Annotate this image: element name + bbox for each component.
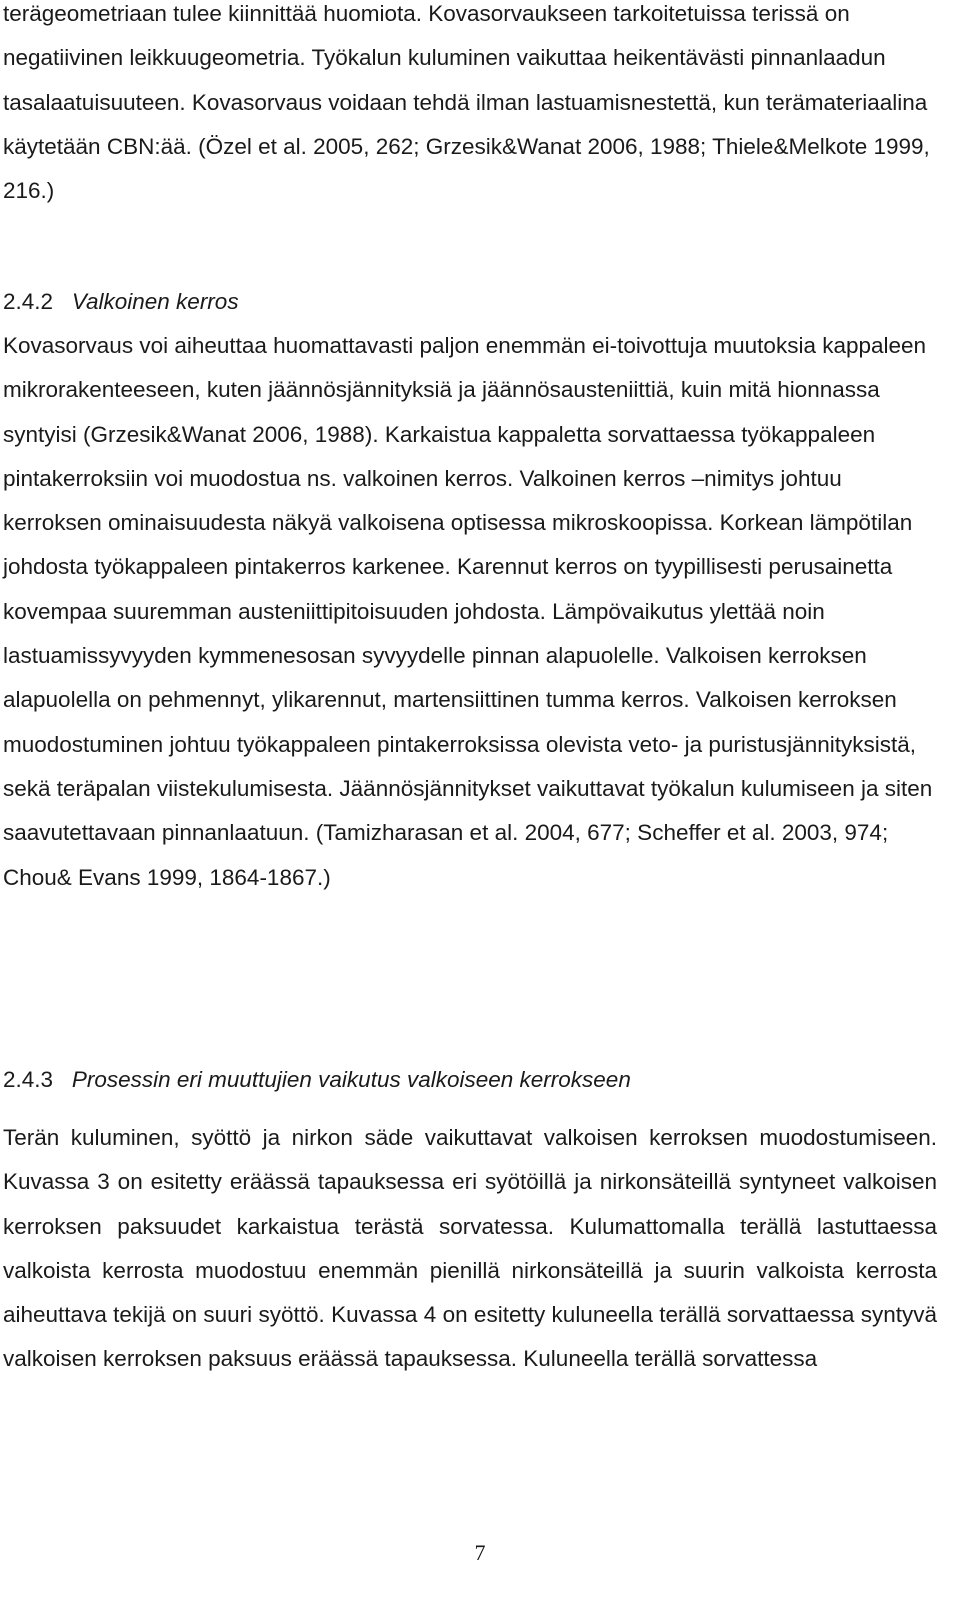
section-title: Valkoinen kerros xyxy=(71,289,239,314)
section-2-4-3-body: Terän kuluminen, syöttö ja nirkon säde vaikuttavat valkoisen kerroksen muodostumiseen. Kuvassa 3 on esitetty eräässä tapauksessa eri syötöillä ja nirkonsäteillä syntyneet valkoisen kerroksen paksuudet karkaistua terästä sorvatessa. Kulumattomalla terällä lastuttaessa valkoista kerrosta muodostuu enemmän pienillä nirkonsäteillä ja suurin valkoista kerrosta aiheuttava tekijä on suuri syöttö. Kuvassa 4 on esitetty kuluneella terällä sorvattaessa syntyvä valkoisen kerroksen paksuus eräässä tapauksessa. Kuluneella terällä sorvattessa xyxy=(3,1125,937,1372)
section-heading-2-4-2 xyxy=(3,280,239,324)
section-heading-2-4-3 xyxy=(3,1058,631,1102)
page-number: 7 xyxy=(474,1540,486,1565)
section-number: 2.4.3 xyxy=(3,1067,54,1092)
section-number: 2.4.2 xyxy=(3,289,54,314)
intro-paragraph: terägeometriaan tulee kiinnittää huomiota. Kovasorvaukseen tarkoitetuissa terissä on negatiivinen leikkuugeometria. Työkalun kuluminen vaikuttaa heikentävästi pinnanlaadun tasalaatuisuuteen. Kovasorvaus voidaan tehdä ilman lastuamisnestettä, kun terämateriaalina käytetään CBN:ää. (Özel et al. 2005, 262; Grzesik&Wanat 2006, 1988; Thiele&Melkote 1999, 216.) xyxy=(3,1,930,204)
section-2-4-2-body: Kovasorvaus voi aiheuttaa huomattavasti paljon enemmän ei-toivottuja muutoksia kappaleen mikrorakenteeseen, kuten jäännösjännityksiä ja jäännösausteniittiä, kuin mitä hionnassa syntyisi (Grzesik&Wanat 2006, 1988). Karkaistua kappaletta sorvattaessa työkappaleen pintakerroksiin voi muodostua ns. valkoinen kerros. Valkoinen kerros –nimitys johtuu kerroksen ominaisuudesta näkyä valkoisena optisessa mikroskoopissa. Korkean lämpötilan johdosta työkappaleen pintakerros karkenee. Karennut kerros on tyypillisesti perusainetta kovempaa suuremman austeniittipitoisuuden johdosta. Lämpövaikutus ylettää noin lastuamissyvyyden kymmenesosan syvyydelle pinnan alapuolelle. Valkoisen kerroksen alapuolella on pehmennyt, ylikarennut, martensiittinen tumma kerros. Valkoisen kerroksen muodostuminen johtuu työkappaleen pintakerroksissa olevista veto- ja puristusjännityksistä, sekä teräpalan viistekulumisesta. Jäännösjännitykset vaikuttavat työkalun kulumiseen ja siten saavutettavaan pinnanlaatuun. (Tamizharasan et al. 2004, 677; Scheffer et al. 2003, 974; Chou& Evans 1999, 1864-1867.) xyxy=(3,333,933,890)
section-title: Prosessin eri muuttujien vaikutus valkoiseen kerrokseen xyxy=(71,1067,631,1092)
